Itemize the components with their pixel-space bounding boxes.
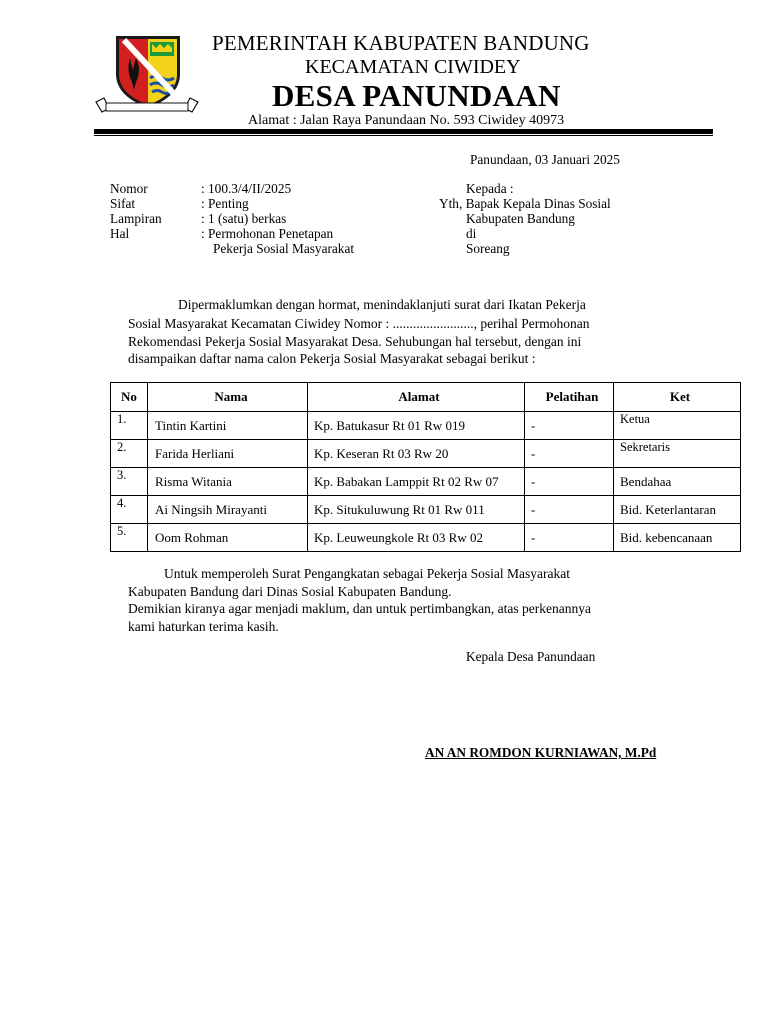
cell-no: 5. (111, 524, 148, 552)
meta-value-hal-cont: Pekerja Sosial Masyarakat (213, 241, 355, 256)
header-pelatihan: Pelatihan (525, 383, 614, 412)
cell-pelatihan: - (525, 412, 614, 440)
date-line: Panundaan, 03 Januari 2025 (470, 152, 620, 167)
meta-value-sifat: : Penting (201, 196, 249, 211)
cell-alamat: Kp. Leuweungkole Rt 03 Rw 02 (308, 524, 525, 552)
meta-label-hal: Hal (110, 226, 130, 241)
cell-no: 4. (111, 496, 148, 524)
recipient-line3: di (466, 226, 477, 241)
cell-nama: Farida Herliani (148, 440, 308, 468)
table-row (111, 524, 741, 552)
header-alamat: Alamat (308, 383, 525, 412)
closing-line-2: Kabupaten Bandung dari Dinas Sosial Kabupaten Bandung. (128, 584, 452, 599)
table-header-row (111, 383, 741, 412)
meta-label-nomor: Nomor (110, 181, 148, 196)
closing-line-4: kami haturkan terima kasih. (128, 619, 279, 634)
cell-alamat: Kp. Batukasur Rt 01 Rw 019 (308, 412, 525, 440)
letterhead-district: KECAMATAN CIWIDEY (305, 56, 521, 78)
cell-pelatihan: - (525, 496, 614, 524)
cell-pelatihan: - (525, 440, 614, 468)
cell-pelatihan: - (525, 524, 614, 552)
table-row (111, 440, 741, 468)
cell-no: 2. (111, 440, 148, 468)
signature-name: AN AN ROMDON KURNIAWAN, M.Pd (425, 745, 657, 760)
cell-ket: Ketua (614, 412, 741, 440)
cell-ket: Bid. kebencanaan (614, 524, 741, 552)
closing-line-3: Demikian kiranya agar menjadi maklum, dan untuk pertimbangkan, atas perkenannya (128, 601, 591, 616)
intro-line-4: disampaikan daftar nama calon Pekerja Sosial Masyarakat sebagai berikut : (128, 351, 536, 366)
letterhead-rule-thin (94, 135, 713, 136)
bandung-regency-logo (94, 34, 200, 118)
letterhead-village: DESA PANUNDAAN (272, 78, 561, 113)
letterhead-government: PEMERINTAH KABUPATEN BANDUNG (212, 31, 590, 55)
cell-nama: Ai Ningsih Mirayanti (148, 496, 308, 524)
intro-line-1: Dipermaklumkan dengan hormat, menindaklanjuti surat dari Ikatan Pekerja (178, 297, 586, 312)
cell-nama: Risma Witania (148, 468, 308, 496)
signature-title: Kepala Desa Panundaan (466, 649, 596, 664)
meta-value-nomor: : 100.3/4/II/2025 (201, 181, 292, 196)
closing-line-1: Untuk memperoleh Surat Pengangkatan sebagai Pekerja Sosial Masyarakat (164, 566, 571, 581)
recipient-line2: Kabupaten Bandung (466, 211, 575, 226)
table-row (111, 496, 741, 524)
table-row (111, 468, 741, 496)
candidate-table (110, 382, 741, 552)
intro-line-2: Sosial Masyarakat Kecamatan Ciwidey Nomor : ........................, perihal Permohonan (128, 316, 590, 331)
recipient-line1: Yth, Bapak Kepala Dinas Sosial (439, 196, 611, 211)
cell-ket: Sekretaris (614, 440, 741, 468)
meta-value-lampiran: : 1 (satu) berkas (201, 211, 287, 226)
meta-label-lampiran: Lampiran (110, 211, 162, 226)
header-nama: Nama (148, 383, 308, 412)
cell-alamat: Kp. Babakan Lamppit Rt 02 Rw 07 (308, 468, 525, 496)
cell-no: 1. (111, 412, 148, 440)
header-no: No (111, 383, 148, 412)
cell-no: 3. (111, 468, 148, 496)
table-row (111, 412, 741, 440)
header-ket: Ket (614, 383, 741, 412)
letterhead-address: Alamat : Jalan Raya Panundaan No. 593 Ciwidey 40973 (248, 113, 565, 128)
cell-ket: Bendahaa (614, 468, 741, 496)
cell-alamat: Kp. Keseran Rt 03 Rw 20 (308, 440, 525, 468)
cell-nama: Oom Rohman (148, 524, 308, 552)
cell-nama: Tintin Kartini (148, 412, 308, 440)
intro-line-3: Rekomendasi Pekerja Sosial Masyarakat Desa. Sehubungan hal tersebut, dengan ini (128, 334, 582, 349)
letterhead-rule-thick (94, 129, 713, 134)
recipient-line4: Soreang (466, 241, 510, 256)
meta-label-sifat: Sifat (110, 196, 136, 211)
meta-value-hal: : Permohonan Penetapan (201, 226, 334, 241)
cell-pelatihan: - (525, 468, 614, 496)
cell-ket: Bid. Keterlantaran (614, 496, 741, 524)
recipient-kepada: Kepada : (466, 181, 514, 196)
cell-alamat: Kp. Situkuluwung Rt 01 Rw 011 (308, 496, 525, 524)
